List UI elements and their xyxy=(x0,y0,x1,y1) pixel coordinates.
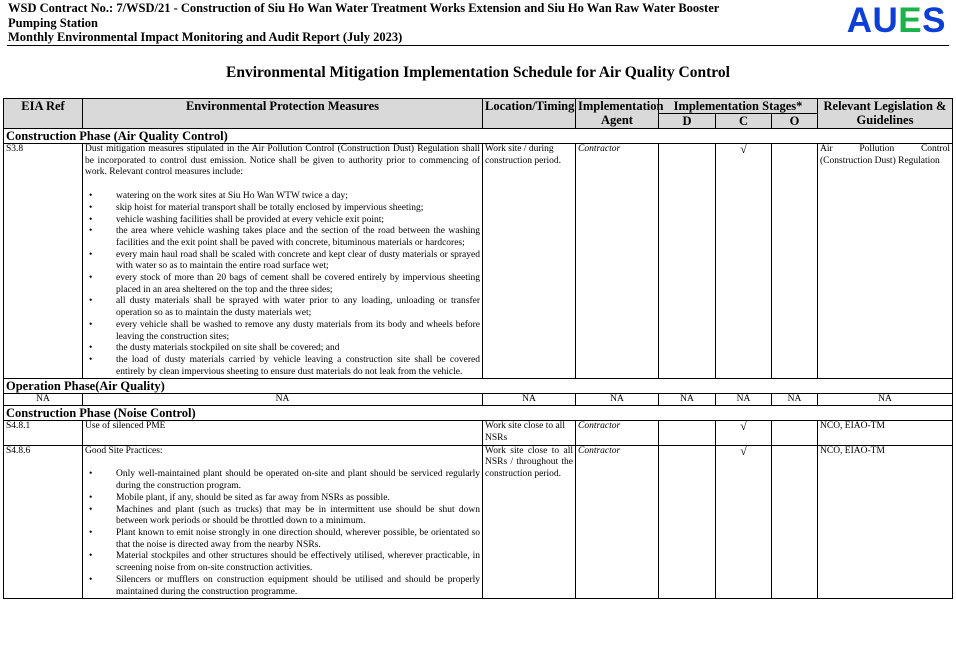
table-row xyxy=(4,445,953,598)
list-item: • watering on the work sites at Siu Ho Wan WTW twice a day; xyxy=(85,191,480,203)
cell-agent: Contractor xyxy=(576,421,659,445)
col-measures: Environmental Protection Measures xyxy=(83,99,483,129)
measure-list xyxy=(85,191,480,378)
col-location: Location/Timing xyxy=(483,99,576,129)
contract-line-cont: Pumping Station xyxy=(8,15,98,30)
cell-stage-d xyxy=(659,421,716,445)
cell-location: NA xyxy=(483,394,576,406)
cell-location: Work site close to all NSRs xyxy=(483,421,576,445)
cell-eia-ref: S3.8 xyxy=(4,144,83,379)
cell-stage-d xyxy=(659,445,716,598)
list-item: • the area where vehicle washing takes place and the section of the road between the washing facilities and the exit point shall be paved with concrete, bituminous materials or hardcores; xyxy=(85,226,480,249)
section-operation-air: Operation Phase(Air Quality) xyxy=(4,379,953,394)
list-item: • every stock of more than 20 bags of cement shall be covered entirely by impervious sheeting placed in an area sheltered on the top and the three sides; xyxy=(85,273,480,296)
cell-agent: NA xyxy=(576,394,659,406)
cell-stage-d xyxy=(659,144,716,379)
cell-stage-o xyxy=(772,445,818,598)
table-row xyxy=(4,394,953,406)
list-item: • the dusty materials stockpiled on site shall be covered; and xyxy=(85,343,480,355)
cell-stage-o xyxy=(772,144,818,379)
cell-stage-c: NA xyxy=(716,394,772,406)
page-title: Environmental Mitigation Implementation Schedule for Air Quality Control xyxy=(226,64,730,81)
cell-stage-c: √ xyxy=(716,445,772,598)
list-item: • Machines and plant (such as trucks) that may be in intermittent use should be shut down between work periods or should be throttled down to a minimum. xyxy=(85,505,480,528)
cell-stage-d: NA xyxy=(659,394,716,406)
cell-legislation: NA xyxy=(818,394,953,406)
report-header xyxy=(8,1,768,45)
cell-stage-o xyxy=(772,421,818,445)
list-item: • Only well-maintained plant should be operated on-site and plant should be serviced regularly during the construction program. xyxy=(85,469,480,492)
list-item: • all dusty materials shall be sprayed with water prior to any loading, unloading or transfer operation so as to maintain the dusty materials wet; xyxy=(85,296,480,319)
contract-line: WSD Contract No.: 7/WSD/21 - Construction of Siu Ho Wan Water Treatment Works Extension and Siu Ho Wan Raw Water Booster xyxy=(8,1,720,15)
cell-stage-o: NA xyxy=(772,394,818,406)
cell-location: Work site / during construction period. xyxy=(483,144,576,379)
cell-measures xyxy=(83,144,483,379)
header-divider xyxy=(7,45,949,46)
section-header-row xyxy=(4,129,953,144)
cell-location: Work site close to all NSRs / throughout the construction period. xyxy=(483,445,576,598)
list-item: • every main haul road shall be scaled with concrete and kept clear of dusty materials or sprayed with water so as to maintain the entire road surface wet; xyxy=(85,250,480,273)
cell-agent: Contractor xyxy=(576,144,659,379)
cell-legislation: NCO, EIAO-TM xyxy=(818,445,953,598)
cell-measures: Use of silenced PME xyxy=(83,421,483,445)
list-item: • vehicle washing facilities shall be provided at every vehicle exit point; xyxy=(85,215,480,227)
section-construction-air: Construction Phase (Air Quality Control) xyxy=(4,129,953,144)
col-stage-d: D xyxy=(659,114,716,129)
col-stage-o: O xyxy=(772,114,818,129)
list-item: • skip hoist for material transport shall be totally enclosed by impervious sheeting; xyxy=(85,203,480,215)
cell-legislation: Air Pollution Control (Construction Dust) Regulation xyxy=(818,144,953,379)
cell-agent: Contractor xyxy=(576,445,659,598)
col-stage-c: C xyxy=(716,114,772,129)
measure-list xyxy=(85,469,480,598)
list-item: • Plant known to emit noise strongly in one direction should, wherever possible, be orientated so that the noise is directed away from the nearby NSRs. xyxy=(85,528,480,551)
cell-measures: NA xyxy=(83,394,483,406)
table-header-row xyxy=(4,99,953,114)
cell-eia-ref: S4.8.1 xyxy=(4,421,83,445)
cell-measures xyxy=(83,445,483,598)
list-item: • every vehicle shall be washed to remove any dusty materials from its body and wheels before leaving the construction sites; xyxy=(85,320,480,343)
list-item: • Material stockpiles and other structures should be effectively utilised, wherever practicable, in screening noise from on-site construction activities. xyxy=(85,551,480,574)
section-header-row xyxy=(4,379,953,394)
aues-logo: AUES xyxy=(846,1,946,40)
list-item: • the load of dusty materials carried by vehicle leaving a construction site shall be covered entirely by clean impervious sheeting to ensure dust materials do not leak from the vehicle. xyxy=(85,355,480,378)
list-item: • Silencers or mufflers on construction equipment should be utilised and should be properly maintained during the construction programme. xyxy=(85,575,480,598)
section-construction-noise: Construction Phase (Noise Control) xyxy=(4,406,953,421)
col-stages: Implementation Stages* xyxy=(659,99,818,114)
cell-legislation: NCO, EIAO-TM xyxy=(818,421,953,445)
cell-eia-ref: NA xyxy=(4,394,83,406)
mitigation-schedule-table xyxy=(3,98,953,599)
measure-intro: Dust mitigation measures stipulated in the Air Pollution Control (Construction Dust) Regulation shall be incorporated to control dust emission. Notice shall be given to authority prior to commencing of work. Relevant control measures include: xyxy=(85,144,480,178)
table-row xyxy=(4,421,953,445)
col-legislation: Relevant Legislation & Guidelines xyxy=(818,99,953,129)
cell-stage-c: √ xyxy=(716,421,772,445)
table-row xyxy=(4,144,953,379)
measure-intro: Good Site Practices: xyxy=(85,445,163,456)
col-eia-ref: EIA Ref xyxy=(4,99,83,129)
col-agent: Implementation Agent xyxy=(576,99,659,129)
cell-eia-ref: S4.8.6 xyxy=(4,445,83,598)
list-item: • Mobile plant, if any, should be sited as far away from NSRs as possible. xyxy=(85,493,480,505)
section-header-row xyxy=(4,406,953,421)
cell-stage-c: √ xyxy=(716,144,772,379)
report-name: Monthly Environmental Impact Monitoring and Audit Report (July 2023) xyxy=(8,30,403,45)
